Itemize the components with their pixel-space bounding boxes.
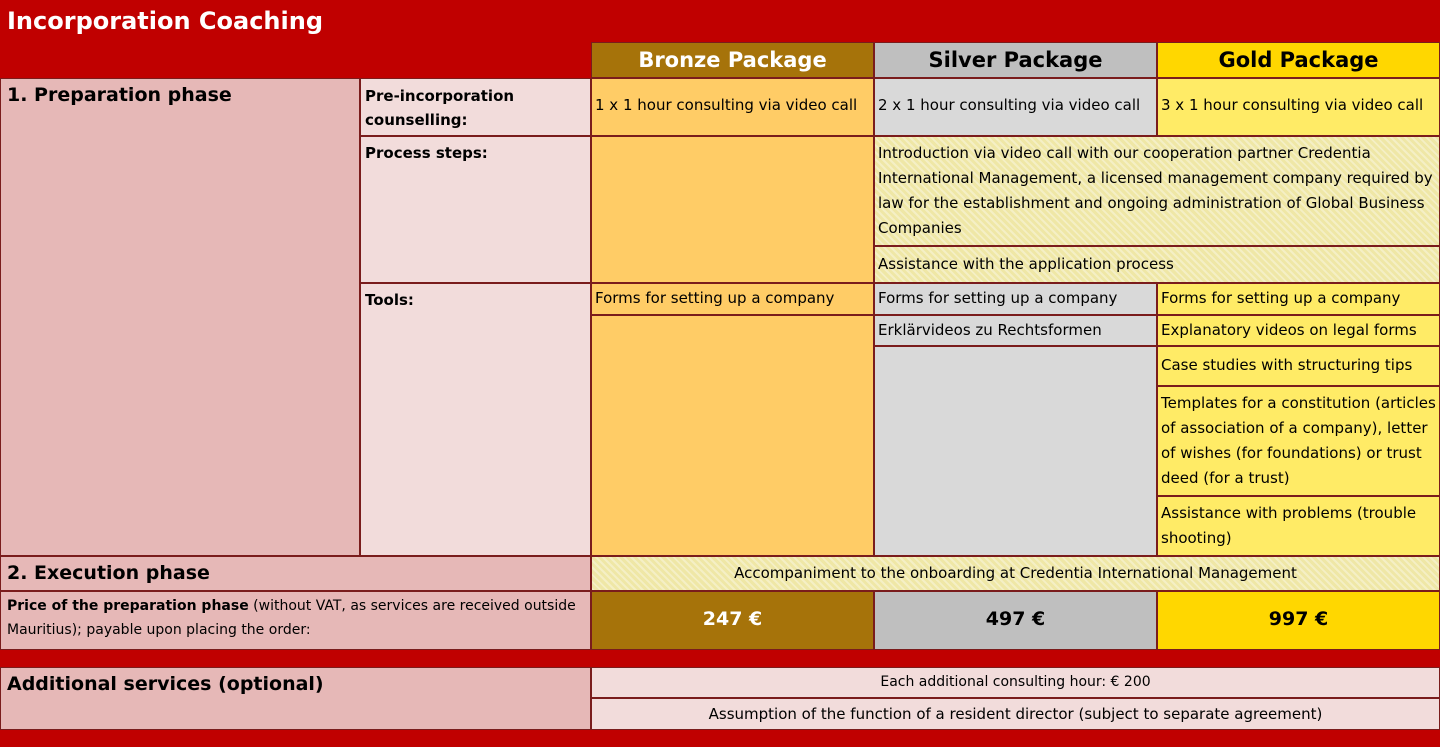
silver-package-name: Silver Package [928,48,1103,72]
additional-service-item [591,667,1440,698]
process-step-introduction-text: Introduction via video call with our cooperation partner Credentia International Management, a licensed management company required by law for the establishment and ongoing administration of Global Business Companies [878,144,1433,237]
silver-tool-forms: Forms for setting up a company [878,289,1118,307]
execution-phase-heading: 2. Execution phase [7,562,210,584]
bronze-counselling-cell [591,78,874,136]
gold-tool-item [1157,346,1440,386]
bronze-package-header [591,42,874,78]
process-step-application-text: Assistance with the application process [878,255,1174,273]
process-step-application [874,246,1440,283]
bronze-package-name: Bronze Package [638,48,827,72]
gold-tool-templates: Templates for a constitution (articles of association of a company), letter of wishes (for foundations) or trust deed (for a trust) [1161,394,1436,487]
separator-bar [0,650,1440,667]
title-bar-left-filler [0,42,591,78]
silver-tool-item [874,283,1157,315]
tools-label-cell [360,283,591,556]
gold-counselling: 3 x 1 hour consulting via video call [1161,96,1424,114]
gold-tool-item [1157,315,1440,346]
silver-package-header [874,42,1157,78]
process-steps-label: Process steps: [365,144,488,162]
gold-price-cell [1157,591,1440,650]
gold-counselling-cell [1157,78,1440,136]
execution-phase-text: Accompaniment to the onboarding at Credentia International Management [734,564,1297,582]
bronze-process-steps-cell [591,136,874,283]
gold-tool-item [1157,496,1440,556]
bronze-counselling: 1 x 1 hour consulting via video call [595,96,858,114]
additional-services-heading-cell [0,667,591,730]
silver-tool-item [874,315,1157,346]
tools-label: Tools: [365,291,414,309]
bronze-tool-item [591,283,874,315]
counselling-label: Pre-incorporation counselling: [365,87,515,129]
bronze-price: 247 € [702,608,763,630]
silver-price-cell [874,591,1157,650]
page-title: Incorporation Coaching [7,7,323,35]
silver-counselling-cell [874,78,1157,136]
additional-services-heading: Additional services (optional) [7,673,324,695]
execution-phase-heading-cell [0,556,591,591]
gold-package-name: Gold Package [1218,48,1379,72]
execution-phase-cell [591,556,1440,591]
gold-price: 997 € [1268,608,1329,630]
process-step-introduction [874,136,1440,246]
gold-tool-item [1157,386,1440,496]
silver-counselling: 2 x 1 hour consulting via video call [878,96,1141,114]
gold-package-header [1157,42,1440,78]
additional-service-item [591,698,1440,730]
silver-tool-videos: Erklärvideos zu Rechtsformen [878,321,1102,339]
bronze-tool-forms: Forms for setting up a company [595,289,835,307]
price-label-bold: Price of the preparation phase [7,598,249,614]
preparation-phase-heading-cell [0,78,360,556]
price-label-rest: (without VAT, as services are received outside Mauritius); payable upon placing the order: [7,598,576,638]
process-steps-label-cell [360,136,591,283]
bronze-tools-empty [591,315,874,556]
price-label-cell [0,591,591,650]
silver-price: 497 € [985,608,1046,630]
preparation-phase-heading: 1. Preparation phase [7,84,232,106]
gold-tool-troubleshooting: Assistance with problems (trouble shooting) [1161,504,1417,547]
counselling-label-cell [360,78,591,136]
silver-tools-empty [874,346,1157,556]
gold-tool-item [1157,283,1440,315]
gold-tool-case-studies: Case studies with structuring tips [1161,356,1413,374]
bronze-price-cell [591,591,874,650]
additional-resident-director: Assumption of the function of a resident director (subject to separate agreement) [708,705,1323,723]
bottom-bar [0,730,1440,747]
title-bar [0,0,1440,42]
gold-tool-videos: Explanatory videos on legal forms [1161,321,1417,339]
gold-tool-forms: Forms for setting up a company [1161,289,1401,307]
additional-consulting-hour: Each additional consulting hour: € 200 [880,674,1151,690]
